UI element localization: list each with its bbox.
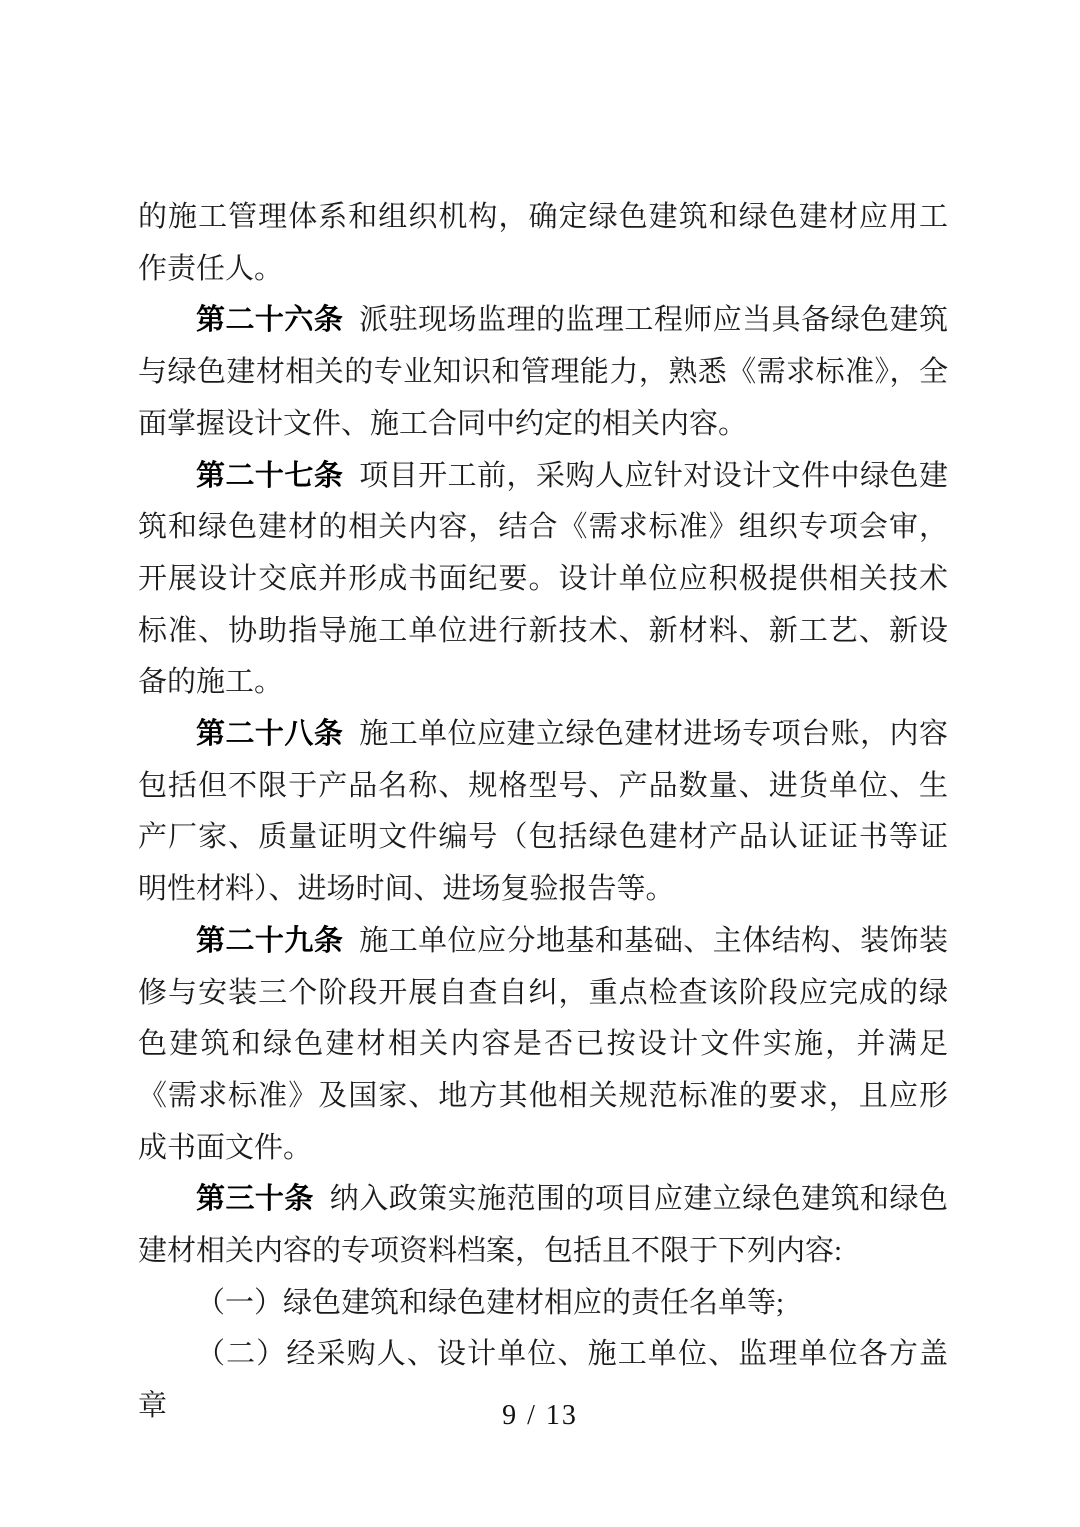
paragraph-text: 的施工管理体系和组织机构，确定绿色建筑和绿色建材应用工作责任人。: [138, 201, 948, 285]
article-paragraph-30: [138, 1174, 948, 1277]
document-text-block: [138, 192, 948, 1433]
article-paragraph-26: [138, 295, 948, 450]
paragraph-continuation: [138, 192, 948, 295]
article-paragraph-27: [138, 451, 948, 710]
article-number: 第二十七条: [196, 459, 344, 492]
article-number: 第二十九条: [196, 924, 344, 957]
paragraph-text: 施工单位应建立绿色建材进场专项台账，内容包括但不限于产品名称、规格型号、产品数量、进货单位、生产厂家、质量证明文件编号（包括绿色建材产品认证证书等证明性材料）、进场时间、进场复验报告等。: [138, 718, 948, 906]
paragraph-text: 派驻现场监理的监理工程师应当具备绿色建筑与绿色建材相关的专业知识和管理能力，熟悉《需求标准》，全面掌握设计文件、施工合同中约定的相关内容。: [138, 304, 948, 440]
paragraph-text: 施工单位应分地基和基础、主体结构、装饰装修与安装三个阶段开展自查自纠，重点检查该阶段应完成的绿色建筑和绿色建材相关内容是否已按设计文件实施，并满足《需求标准》及国家、地方其他相关规范标准的要求，且应形成书面文件。: [138, 924, 948, 1164]
article-paragraph-28: [138, 709, 948, 916]
page-number: 9 / 13: [502, 1400, 578, 1431]
article-number: 第二十八条: [196, 718, 344, 751]
paragraph-text: 纳入政策实施范围的项目应建立绿色建筑和绿色建材相关内容的专项资料档案，包括且不限于下列内容:: [138, 1183, 948, 1268]
article-number: 第三十条: [196, 1183, 314, 1216]
list-item-1: [138, 1278, 948, 1330]
article-paragraph-29: [138, 916, 948, 1175]
article-number: 第二十六条: [196, 304, 344, 337]
paragraph-text: 项目开工前，采购人应针对设计文件中绿色建筑和绿色建材的相关内容，结合《需求标准》组织专项会审，开展设计交底并形成书面纪要。设计单位应积极提供相关技术标准、协助指导施工单位进行新技术、新材料、新工艺、新设备的施工。: [138, 459, 948, 699]
paragraph-text: （二）经采购人、设计单位、施工单位、监理单位各方盖章: [138, 1338, 948, 1423]
paragraph-text: （一）绿色建筑和绿色建材相应的责任名单等;: [196, 1286, 785, 1319]
